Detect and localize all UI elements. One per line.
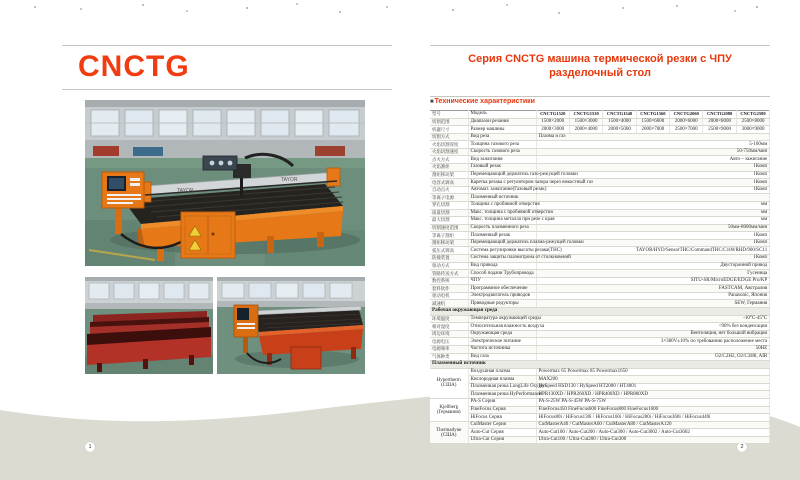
spec-row	[430, 179, 770, 187]
electrical-cabinet	[181, 212, 235, 258]
spec-row	[430, 224, 770, 232]
spec-cell: Каретка резака с регулятором зазора через емкостный газ	[468, 179, 536, 187]
spec-row	[430, 368, 770, 376]
spec-cell: Размер машины	[468, 126, 536, 134]
spec-cell: O2/C2H2, O2/C3H8, AIR	[536, 353, 770, 361]
spec-cell: Перемещающий держатель газо-режущей головки	[468, 171, 536, 179]
spec-cell: 1500×2000	[536, 118, 569, 126]
spec-cell: Плазменная резка HyPerformance	[468, 391, 536, 399]
spec-cell: FineFocus Серия	[468, 406, 536, 414]
spec-cell: 2500×8000	[736, 118, 769, 126]
spec-cell: 驱动电机	[430, 292, 468, 300]
spec-cell: PA-S-25W PA-S-45W PA-S-75W	[536, 398, 770, 406]
spec-row	[430, 247, 770, 255]
spec-cell: 电容式调高	[430, 179, 468, 187]
spec-row	[430, 156, 770, 164]
spec-cell: CNCTG2060	[670, 111, 703, 119]
spec-row	[430, 148, 770, 156]
spec-cell: 减速机	[430, 300, 468, 308]
spec-row	[430, 383, 770, 391]
spec-cell: Плазменный источник	[430, 361, 770, 369]
spec-table-container	[430, 110, 770, 444]
right-page-title	[430, 52, 770, 80]
scan-noise-specks	[34, 6, 36, 8]
spec-cell: <90% без конденсации	[536, 323, 770, 331]
spec-cell: 割炬移动架	[430, 239, 468, 247]
spec-cell: 穿孔切割	[430, 201, 468, 209]
spec-row	[430, 277, 770, 285]
spec-cell: FASTCAM, Австралия	[536, 285, 770, 293]
spec-cell: 50HZ	[536, 345, 770, 353]
spec-cell: CNCTG1530	[569, 111, 602, 119]
section-title-text: Технические характеристики	[434, 98, 535, 105]
spec-cell: 2000×5000	[603, 126, 636, 134]
spec-cell: Рабочая окружающая среда	[430, 308, 770, 316]
spec-cell: 1Комп	[536, 164, 770, 172]
spec-row	[430, 217, 770, 225]
spec-cell: 1500×3000	[569, 118, 602, 126]
spec-cell: мм	[536, 209, 770, 217]
spec-cell: Hypertherm (США)	[430, 368, 468, 398]
spec-cell: Кислородная плазма	[468, 376, 536, 384]
left-page-top-rule	[62, 45, 392, 46]
spec-cell	[536, 194, 770, 202]
spec-cell: Авто－зажигание	[536, 156, 770, 164]
spec-row	[430, 194, 770, 202]
spec-cell: 自动点火	[430, 186, 468, 194]
spec-row	[430, 270, 770, 278]
spec-cell: 1Комп	[536, 254, 770, 262]
spec-cell: HySpeed HSD130 / HySpeed HT2000 / HT4001	[536, 383, 770, 391]
factory-windows	[89, 283, 209, 299]
spec-cell: Плазменный источник	[468, 194, 536, 202]
spec-cell: Частота источника	[468, 345, 536, 353]
spec-cell: SITU-SR/MicroEDGE/EDGE Pro/KP	[536, 277, 770, 285]
spec-cell: Относительная влажность воздуха	[468, 323, 536, 331]
left-page-title: CNCTG	[78, 50, 190, 83]
spec-cell: 等离子电源	[430, 194, 468, 202]
spec-header-row	[430, 111, 770, 119]
spec-cell: 管路传送方式	[430, 270, 468, 278]
spec-cell: FineFocus450 FineFocus600 FineFocus800 FineFocus1600	[536, 406, 770, 414]
spec-row	[430, 315, 770, 323]
spec-cell: Приводные редукторы	[468, 300, 536, 308]
spec-cell: мм	[536, 201, 770, 209]
spec-cell: 驱动方式	[430, 262, 468, 270]
spec-cell: 3×380V±10% по требованию расположение места	[536, 338, 770, 346]
spec-cell: 50мм-8000мм/мин	[536, 224, 770, 232]
spec-cell: 50-750мм/мин	[536, 148, 770, 156]
spec-cell: 点火方式	[430, 156, 468, 164]
spec-cell: Ultra-Cut100 / Ultra-Cut200 / Ultra-Cut300	[536, 436, 770, 444]
spec-cell: 3000×9000	[736, 126, 769, 134]
spec-cell: 型号	[430, 111, 468, 119]
spec-cell: Плазменная резка LongLife Oxygen	[468, 383, 536, 391]
spec-cell: 5-100мм	[536, 141, 770, 149]
spec-row	[430, 254, 770, 262]
spec-row	[430, 239, 770, 247]
spec-cell: CNCTG1560	[636, 111, 669, 119]
spec-cell: Программное обеспечение	[468, 285, 536, 293]
spec-cell: -10°C-45°C	[536, 315, 770, 323]
right-page-title-rule	[430, 96, 770, 97]
spec-cell: 最大切割	[430, 217, 468, 225]
right-page-top-rule	[430, 45, 770, 46]
spec-cell: 2500×9000	[703, 126, 736, 134]
spec-row	[430, 141, 770, 149]
spec-cell: Температура окружающей среды	[468, 315, 536, 323]
spec-cell: 火焰割炬	[430, 164, 468, 172]
spec-cell: CutMasterA40 / CutMasterA60 / CutMasterA80 / CutMasterA120	[536, 421, 770, 429]
spec-cell: SEW, Германия	[536, 300, 770, 308]
spec-cell: Толщина с пробивной отверстия	[468, 201, 536, 209]
spec-cell: ЧПУ	[468, 277, 536, 285]
spec-cell: 1Комп	[536, 186, 770, 194]
spec-cell: 1Комп	[536, 171, 770, 179]
spec-cell: 1Комп	[536, 232, 770, 240]
spec-cell: CNCTG2580	[736, 111, 769, 119]
spec-cell: 相对湿度	[430, 323, 468, 331]
spec-section-row	[430, 308, 770, 316]
spec-cell: CNCTG2080	[703, 111, 736, 119]
spec-cell: 切割范围	[430, 118, 468, 126]
spec-cell: 1Комп	[536, 239, 770, 247]
spec-row	[430, 429, 770, 437]
spec-cell: 火焰切割速度	[430, 148, 468, 156]
right-title-line1: Серия CNCTG машина термической резки с ЧПУ	[468, 53, 732, 65]
spec-cell: 1500×4000	[603, 118, 636, 126]
spec-cell: Автомат. зажигание(Газовый резак)	[468, 186, 536, 194]
page-number-left: 1	[85, 442, 95, 452]
spec-row	[430, 164, 770, 172]
spec-cell: 电源电压	[430, 338, 468, 346]
spec-cell: Электродвигатель приводов	[468, 292, 536, 300]
spec-cell: 机器尺寸	[430, 126, 468, 134]
spec-cell: Thermadyne (США)	[430, 421, 468, 444]
spec-cell: 环境温度	[430, 315, 468, 323]
spec-cell: 1Комп	[536, 179, 770, 187]
spec-row	[430, 398, 770, 406]
spec-row	[430, 414, 770, 422]
spec-row	[430, 421, 770, 429]
spec-cell: Электрическое питание	[468, 338, 536, 346]
spec-cell: 2000×6000	[670, 118, 703, 126]
spec-cell: Модель	[468, 111, 536, 119]
spec-cell: Гусеница	[536, 270, 770, 278]
spec-cell: 弧压式调高	[430, 247, 468, 255]
spec-cell: Окружающая среда	[468, 330, 536, 338]
spec-row	[430, 285, 770, 293]
spec-cell: 2000×3000	[536, 126, 569, 134]
spec-cell: Скорость газового реза	[468, 148, 536, 156]
spec-cell: Плазменный резак	[468, 232, 536, 240]
spec-cell: 2000×4000	[569, 126, 602, 134]
spec-cell: Макс. толщина с пробивной отверстия	[468, 209, 536, 217]
spec-cell: 套料软件	[430, 285, 468, 293]
spec-row	[430, 201, 770, 209]
spec-cell: Система защиты плазмотрона от столкновений	[468, 254, 536, 262]
spec-row	[430, 186, 770, 194]
left-page-title-rule	[62, 89, 392, 90]
spec-cell: HiFocus Серия	[468, 414, 536, 422]
spec-cell: Скорость плазменного реза	[468, 224, 536, 232]
spec-cell: Вид реза	[468, 133, 536, 141]
factory-windows	[222, 283, 352, 298]
spec-cell: Двусторонний привод	[536, 262, 770, 270]
page-number-right: 2	[737, 442, 747, 452]
electrical-cabinet	[291, 347, 321, 369]
spec-cell: Вид привода	[468, 262, 536, 270]
spec-cell: Воздушная плазма	[468, 368, 536, 376]
spec-row	[430, 262, 770, 270]
spec-cell: 割炬移动架	[430, 171, 468, 179]
spec-cell: Толщина газового реза	[468, 141, 536, 149]
spec-cell: MAX200	[536, 376, 770, 384]
spec-cell: Макс. толщина металла при резе с края	[468, 217, 536, 225]
spec-cell: 火焰切割厚度	[430, 141, 468, 149]
spec-cell: Вентиляция, нет большой вибрации	[536, 330, 770, 338]
square-bullet-icon: ■	[430, 99, 434, 105]
spec-cell: 切割速度范围	[430, 224, 468, 232]
spec-cell: Powermax 65 Powermax 85 Powermax1650	[536, 368, 770, 376]
spec-cell: Способ подачи Трубопровода	[468, 270, 536, 278]
spec-row	[430, 323, 770, 331]
spec-cell: 数控系统	[430, 277, 468, 285]
spec-cell: TAYOR/HYD/SensorTHC/CommandTHC/C100/RHD/900/SC11	[536, 247, 770, 255]
spec-row	[430, 292, 770, 300]
spec-row	[430, 171, 770, 179]
spec-cell: HPR130XD / HPR260XD / HPR400XD / HPR800XD	[536, 391, 770, 399]
spec-row	[430, 391, 770, 399]
spec-cell: 切割方式	[430, 133, 468, 141]
section-technical-specs	[430, 98, 535, 105]
spec-cell: Auto-Cut100 / Auto-Cut200 / Auto-Cut300 / Auto-Cut3002 / Auto-Cut3602	[536, 429, 770, 437]
spec-cell: Система регулировки высоты резака(THC)	[468, 247, 536, 255]
spec-table	[430, 110, 770, 444]
spec-row	[430, 406, 770, 414]
spec-cell: 2500×7000	[670, 126, 703, 134]
spec-row	[430, 133, 770, 141]
spec-cell: HiFocus80i / HiFocus130i / HiFocus160i / HiFocus280i / HiFocus360i / HiFocus440i	[536, 414, 770, 422]
cnc-machine-illustration	[85, 100, 365, 266]
spec-cell: Газовый резак	[468, 164, 536, 172]
right-title-line2: разделочный стол	[549, 67, 651, 79]
spec-cell: Вид газа	[468, 353, 536, 361]
spec-cell: CutMaster Серия	[468, 421, 536, 429]
spec-cell: Panasonic, Япония	[536, 292, 770, 300]
spec-row	[430, 232, 770, 240]
spec-cell: 防撞装置	[430, 254, 468, 262]
spec-cell: CNCTG1540	[603, 111, 636, 119]
spec-cell: 2000×8000	[703, 118, 736, 126]
gantry-brand-label-2: TAYOR	[281, 177, 298, 183]
spec-cell: 1500×6000	[636, 118, 669, 126]
spec-cell: мм	[536, 217, 770, 225]
spec-cell: 质量切割	[430, 209, 468, 217]
spec-cell: 周边环境	[430, 330, 468, 338]
spec-cell: Ultra-Cut Серия	[468, 436, 536, 444]
spec-row	[430, 345, 770, 353]
plasma-torch	[240, 178, 243, 196]
spec-row	[430, 209, 770, 217]
spec-cell: Auto-Cut Серия	[468, 429, 536, 437]
spec-cell: 电源频率	[430, 345, 468, 353]
spec-cell: 2000×7000	[636, 126, 669, 134]
spec-cell: Вид зажигания	[468, 156, 536, 164]
spec-cell: PA-S Серия	[468, 398, 536, 406]
spec-row	[430, 338, 770, 346]
spec-cell: Перемещающий держатель плазма-режущей головки	[468, 239, 536, 247]
spec-cell: Диапазон резания	[468, 118, 536, 126]
spec-row	[430, 436, 770, 444]
spec-cell: CNCTG1520	[536, 111, 569, 119]
spec-cell: 气体种类	[430, 353, 468, 361]
machine-photo-small-left	[85, 277, 213, 374]
spec-row	[430, 376, 770, 384]
machine-photo-small-right	[217, 277, 365, 374]
spec-section-row	[430, 361, 770, 369]
spec-cell: 等离子割炬	[430, 232, 468, 240]
spec-row	[430, 118, 770, 126]
machine-photo-large	[85, 100, 365, 266]
spec-row	[430, 330, 770, 338]
spec-cell: Kjellberg (Германия)	[430, 398, 468, 421]
gantry-brand-label: TAYOR	[177, 188, 194, 194]
spec-cell: Плазма и газ	[536, 133, 770, 141]
spec-row	[430, 126, 770, 134]
